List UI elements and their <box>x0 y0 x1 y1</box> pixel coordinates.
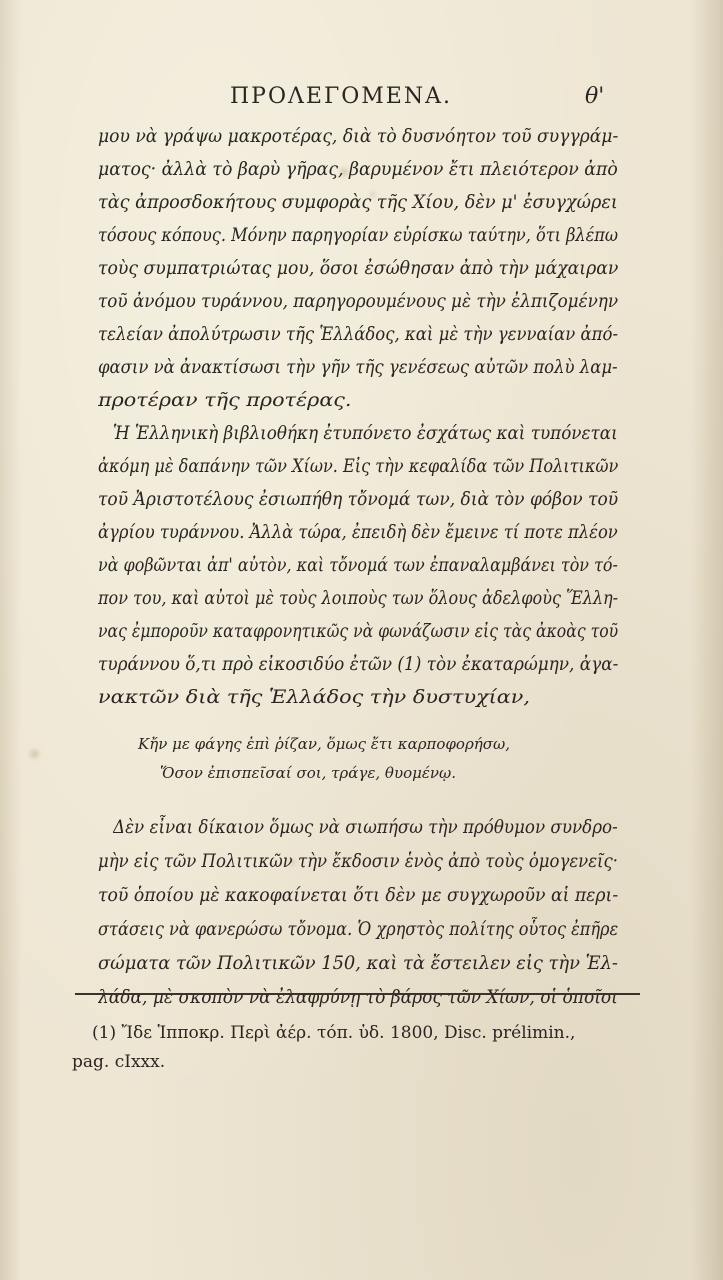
text-line: ἀγρίου τυράννου. Ἀλλὰ τώρα, ἐπειδὴ δὲν ἔμεινε τί ποτε πλέον <box>98 522 618 543</box>
text-line: Ἡ Ἑλληνικὴ βιβλιοθήκη ἐτυπόνετο ἐσχάτως καὶ τυπόνεται <box>113 423 618 444</box>
page-header <box>0 84 723 118</box>
text-line: προτέραν τῆς προτέρας. <box>98 390 352 411</box>
verse-line: Ὅσον ἐπισπεῖσαί σοι, τράγε, θυομένῳ. <box>160 764 457 782</box>
text-line: τυράννου ὅ,τι πρὸ εἰκοσιδύο ἐτῶν (1) τὸν ἐκαταρώμην, ἀγα- <box>98 654 618 675</box>
text-line: πον του, καὶ αὐτοὶ μὲ τοὺς λοιποὺς των ὅλους ἀδελφοὺς Ἕλλη- <box>98 588 618 609</box>
text-line: ἀκόμη μὲ δαπάνην τῶν Χίων. Εἰς τὴν κεφαλίδα τῶν Πολιτικῶν <box>98 456 618 477</box>
text-line: τόσους κόπους. Μόνην παρηγορίαν εὑρίσκω ταύτην, ὅτι βλέπω <box>98 225 618 246</box>
foxing-stain <box>30 750 39 758</box>
text-line: λάδα, μὲ σκοπὸν νὰ ἐλαφρύνῃ τὸ βάρος τῶν Χίων, οἱ ὁποῖοι <box>98 987 618 1008</box>
text-line: τοῦ ὁποίου μὲ κακοφαίνεται ὅτι δὲν με συγχωροῦν αἱ περι- <box>98 885 618 906</box>
text-line: μὴν εἰς τῶν Πολιτικῶν τὴν ἔκδοσιν ἑνὸς ἀπὸ τοὺς ὁμογενεῖς· <box>98 851 618 872</box>
page-number: θ' <box>585 84 605 109</box>
text-line: τοῦ ἀνόμου τυράννου, παρηγορουμένους μὲ τὴν ἐλπιζομένην <box>98 291 618 312</box>
footnote-line: (1) Ἴδε Ἱπποκρ. Περὶ ἀέρ. τόπ. ὑδ. 1800, Disc. prélimin., <box>92 1023 576 1043</box>
text-line: φασιν νὰ ἀνακτίσωσι τὴν γῆν τῆς γενέσεως αὐτῶν πολὺ λαμ- <box>98 357 618 378</box>
footnote-divider <box>75 993 640 995</box>
text-line: ματος· ἀλλὰ τὸ βαρὺ γῆρας, βαρυμένον ἔτι πλειότερον ἀπὸ <box>98 159 618 180</box>
running-title: ΠΡΟΛΕΓΟΜΕΝΑ. <box>230 84 452 109</box>
text-line: Δὲν εἶναι δίκαιον ὅμως νὰ σιωπήσω τὴν πρόθυμον συνδρο- <box>113 817 618 838</box>
text-line: τοῦ Ἀριστοτέλους ἐσιωπήθη τὄνομά των, διὰ τὸν φόβον τοῦ <box>98 489 618 510</box>
text-line: νας ἐμποροῦν καταφρονητικῶς νὰ φωνάζωσιν εἰς τὰς ἀκοὰς τοῦ <box>98 621 618 642</box>
verse-line: Κἤν με φάγης ἐπὶ ῥίζαν, ὅμως ἔτι καρποφορήσω, <box>138 735 510 753</box>
text-line: νὰ φοβῶνται ἀπ' αὐτὸν, καὶ τὄνομά των ἐπαναλαμβάνει τὸν τό- <box>98 555 618 576</box>
text-line: νακτῶν διὰ τῆς Ἑλλάδος τὴν δυστυχίαν, <box>98 687 530 708</box>
footnote-line: pag. cIxxx. <box>72 1052 166 1072</box>
text-line: τοὺς συμπατριώτας μου, ὅσοι ἐσώθησαν ἀπὸ τὴν μάχαιραν <box>98 258 618 279</box>
text-line: στάσεις νὰ φανερώσω τὄνομα. Ὁ χρηστὸς πολίτης οὗτος ἐπῆρε <box>98 919 618 940</box>
text-line: τὰς ἀπροσδοκήτους συμφορὰς τῆς Χίου, δὲν μ' ἐσυγχώρει <box>98 192 618 213</box>
text-line: τελείαν ἀπολύτρωσιν τῆς Ἑλλάδος, καὶ μὲ τὴν γενναίαν ἀπό- <box>98 324 618 345</box>
text-line: μου νὰ γράψω μακροτέρας, διὰ τὸ δυσνόητον τοῦ συγγράμ- <box>98 126 618 147</box>
text-line: σώματα τῶν Πολιτικῶν 150, καὶ τὰ ἔστειλεν εἰς τὴν Ἑλ- <box>98 953 618 974</box>
